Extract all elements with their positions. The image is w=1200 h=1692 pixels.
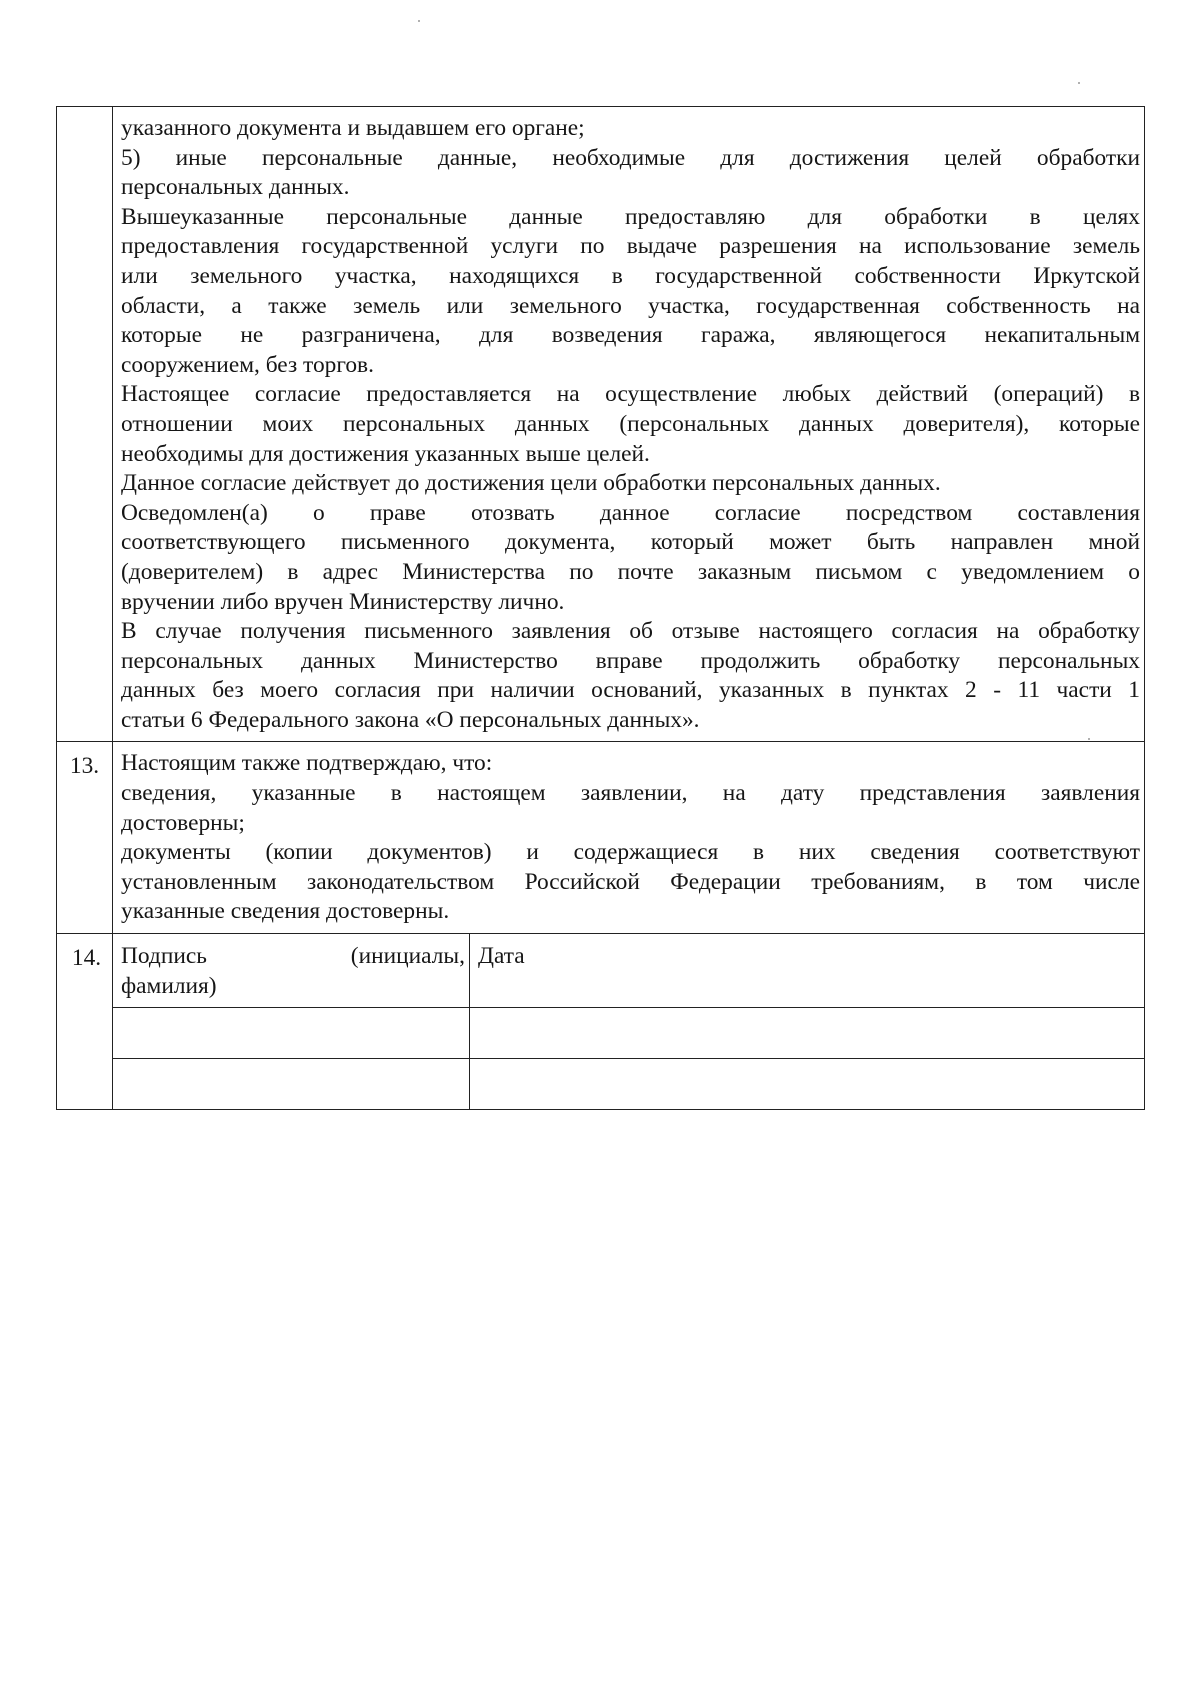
row-12-line: Осведомлен(а) о праве отозвать данное согласие посредством составления <box>121 499 1140 526</box>
row-13-line: указанные сведения достоверны. <box>121 898 450 925</box>
signature-field[interactable] <box>113 1059 470 1110</box>
row-12-line: отношении моих персональных данных (персональных данных доверителя), которые <box>121 410 1140 437</box>
row-12-line: данных без моего согласия при наличии оснований, указанных в пунктах 2 - 11 части 1 <box>121 677 1140 704</box>
signature-label: Подпись <box>121 943 207 970</box>
row-13-line: документы (копии документов) и содержащиеся в них сведения соответствуют <box>121 839 1140 866</box>
row-12-line: (доверителем) в адрес Министерства по почте заказным письмом с уведомлением о <box>121 558 1140 585</box>
row-12-line: персональных данных. <box>121 174 350 201</box>
table-row-12 <box>57 107 1145 742</box>
row-12-line: предоставления государственной услуги по выдаче разрешения на использование земель <box>121 233 1140 260</box>
date-field[interactable] <box>470 1008 1145 1059</box>
row-12-content-cell <box>113 107 1145 742</box>
row-12-line: вручении либо вручен Министерству лично. <box>121 588 565 615</box>
row-12-line: которые не разграничена, для возведения гаража, являющегося некапитальным <box>121 322 1140 349</box>
row-12-line: статьи 6 Федерального закона «О персональных данных». <box>121 706 700 733</box>
row-13-line: Настоящим также подтверждаю, что: <box>121 750 493 777</box>
signature-field[interactable] <box>113 1008 470 1059</box>
table-row-14 <box>57 934 1145 1008</box>
row-12-line: сооружением, без торгов. <box>121 351 374 378</box>
row-12-line: необходимы для достижения указанных выше целей. <box>121 440 650 467</box>
application-table <box>56 106 1145 1110</box>
date-label: Дата <box>478 943 525 970</box>
row-12-line: В случае получения письменного заявления об отзыве настоящего согласия на обработку <box>121 618 1140 645</box>
row-12-line: области, а также земель или земельного участка, государственная собственность на <box>121 292 1140 319</box>
scan-speck <box>418 20 420 22</box>
row-12-line: Данное согласие действует до достижения цели обработки персональных данных. <box>121 470 941 497</box>
row-12-line: соответствующего письменного документа, который может быть направлен мной <box>121 529 1140 556</box>
signature-entry-row <box>57 1008 1145 1059</box>
row-12-line: Настоящее согласие предоставляется на осуществление любых действий (операций) в <box>121 381 1140 408</box>
row-13-line: установленным законодательством Российской Федерации требованиям, в том числе <box>121 868 1140 895</box>
row-12-line: 5) иные персональные данные, необходимые для достижения целей обработки <box>121 144 1140 171</box>
table-row-13 <box>57 742 1145 934</box>
initials-label: (инициалы, <box>350 943 465 970</box>
date-label-cell <box>470 934 1145 1008</box>
row-12-line: или земельного участка, находящихся в государственной собственности Иркутской <box>121 262 1140 289</box>
row-13-content-cell <box>113 742 1145 934</box>
row-12-line: персональных данных Министерство вправе продолжить обработку персональных <box>121 647 1140 674</box>
row-14-number: 14. <box>57 934 113 1110</box>
date-field[interactable] <box>470 1059 1145 1110</box>
scan-speck <box>1088 738 1090 740</box>
row-13-line: достоверны; <box>121 809 245 836</box>
scan-speck <box>1078 82 1080 84</box>
signature-entry-row <box>57 1059 1145 1110</box>
row-12-line: указанного документа и выдавшем его органе; <box>121 115 585 141</box>
row-13-line: сведения, указанные в настоящем заявлении, на дату представления заявления <box>121 780 1140 807</box>
row-12-number-cell <box>57 107 113 742</box>
surname-label: фамилия) <box>121 972 217 999</box>
row-12-line: Вышеуказанные персональные данные предоставляю для обработки в целях <box>121 203 1140 230</box>
signature-label-cell <box>113 934 470 1008</box>
row-13-number: 13. <box>57 742 113 934</box>
